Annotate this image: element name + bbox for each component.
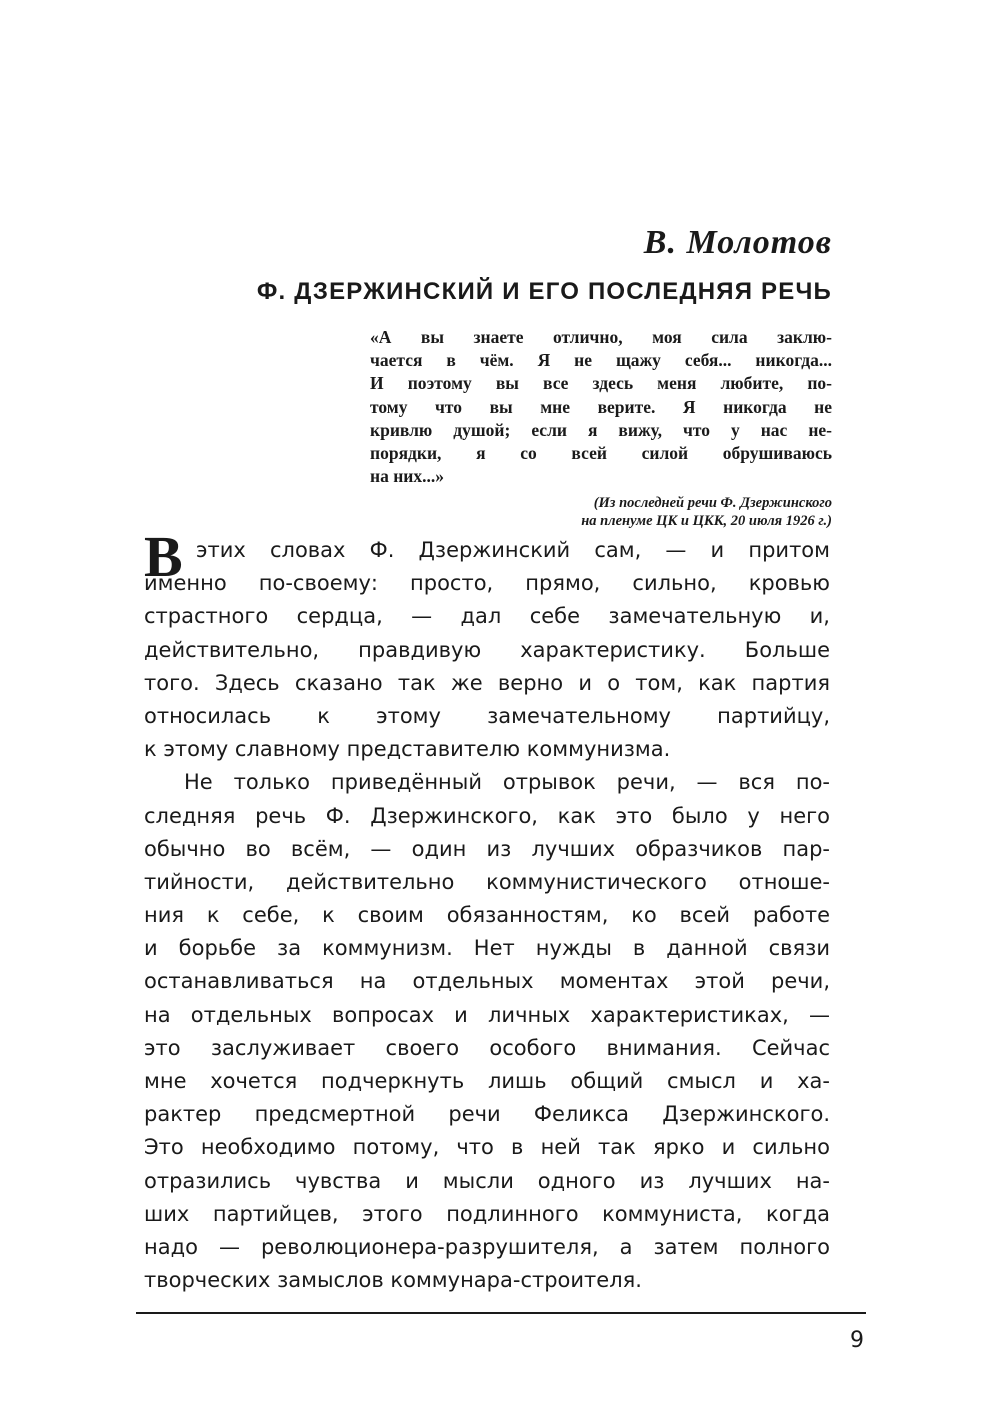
body-line: творческих замыслов коммунара-строителя. [144,1268,642,1293]
epigraph-line: И поэтому вы все здесь меня любите, по- [370,373,832,394]
footer-rule [136,1312,866,1314]
body-line: тийности, действительно коммунистического отноше- [144,869,830,894]
body-line: страстного сердца, — дал себе замечательную и, [144,604,830,629]
body-line: и борьбе за коммунизм. Нет нужды в данной связи [144,936,830,961]
body-line: ния к себе, к своим обязанностям, ко всей работе [144,903,830,928]
body-line: обычно во всём, — один из лучших образчиков пар- [144,836,830,861]
epigraph-source-line: на пленуме ЦК и ЦКК, 20 июля 1926 г.) [581,513,832,530]
epigraph-line: на них...» [370,466,444,487]
body-line: останавливаться на отдельных моментах этой речи, [144,969,830,994]
body-line: это заслуживает своего особого внимания. Сейчас [144,1035,830,1060]
body-line: отразились чувства и мысли одного из лучших на- [144,1168,830,1193]
paragraph-2 [144,766,830,1297]
epigraph [370,326,832,530]
epigraph-line: «А вы знаете отлично, моя сила заклю- [370,327,832,347]
body-line: относилась к этому замечательному партийцу, [144,703,830,728]
body-line: рактер предсмертной речи Феликса Дзержинского. [144,1102,830,1127]
body-line: ших партийцев, этого подлинного коммуниста, когда [144,1201,830,1226]
epigraph-source [370,494,832,530]
epigraph-line: порядки, я со всей силой обрушиваюсь [370,442,832,463]
body-line: Это необходимо потому, что в ней так ярко и сильно [144,1135,830,1160]
paragraph-1 [144,524,830,766]
body-line: именно по-своему: просто, прямо, сильно, кровью [144,571,830,596]
author-name: В. Молотов [643,224,832,261]
body-line: надо — революционера-разрушителя, а затем полного [144,1234,830,1259]
article-body [144,524,830,1297]
article-title: Ф. ДЗЕРЖИНСКИЙ И ЕГО ПОСЛЕДНЯЯ РЕЧЬ [256,278,832,305]
body-line: мне хочется подчеркнуть лишь общий смысл и ха- [144,1069,830,1093]
body-line: к этому славному представителю коммунизма. [144,737,671,762]
epigraph-line: тому что вы мне верите. Я никогда не [370,396,832,417]
body-line: Не только приведённый отрывок речи, — вся по- [184,770,830,795]
body-line: на отдельных вопросах и личных характеристиках, — [144,1002,830,1027]
body-line: того. Здесь сказано так же верно и о том, как партия [144,670,830,695]
epigraph-line: кривлю душой; если я вижу, что у нас не- [370,419,832,440]
drop-cap: В [144,524,183,589]
epigraph-line: чается в чём. Я не щажу себя... никогда... [370,350,832,371]
body-line: этих словах Ф. Дзержинский сам, — и притом [196,538,830,562]
body-line: действительно, правдивую характеристику. Больше [144,637,830,662]
body-line: следняя речь Ф. Дзержинского, как это было у него [144,803,830,828]
page-number: 9 [850,1328,864,1353]
epigraph-source-line: (Из последней речи Ф. Дзержинского [593,495,832,512]
